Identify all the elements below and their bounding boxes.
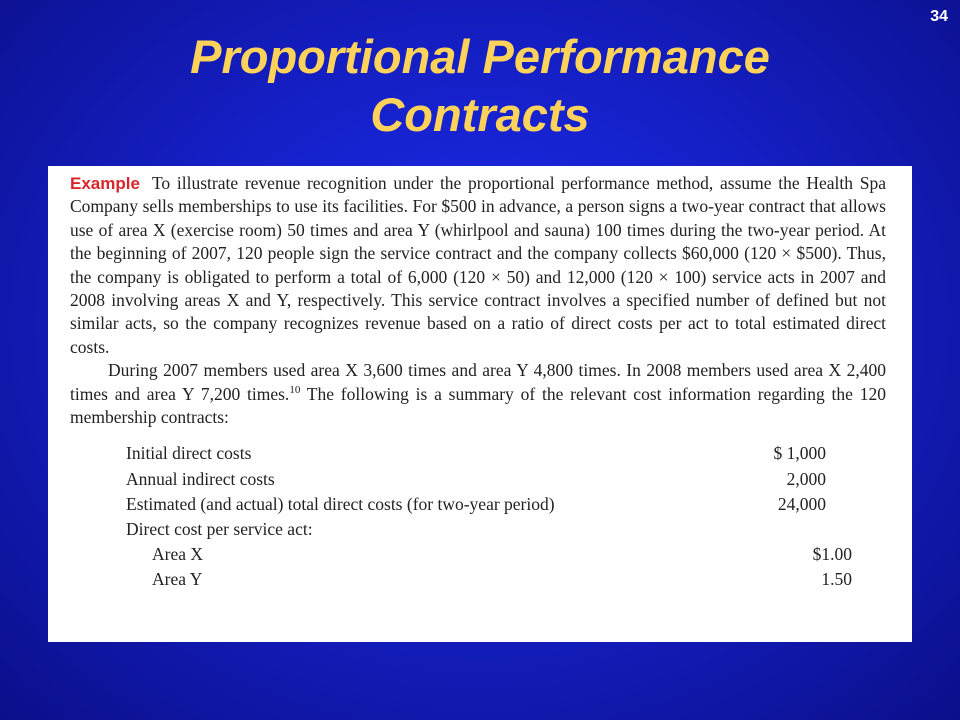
cost-row-total-direct — [126, 492, 852, 517]
cost-value: $ 1,000 — [773, 443, 826, 464]
example-paragraph-1-text: To illustrate revenue recognition under the proportional performance method, assume the Health Spa Company sells memberships to use its facilities. For $500 in advance, a person signs a two-year contract that allows use of area X (exercise room) 50 times and area Y (whirlpool and sauna) 100 times during the two-year period. At the beginning of 2007, 120 people sign the service contract and the company collects $60,000 (120 × $500). Thus, the company is obligated to perform a total of 6,000 (120 × 50) and 12,000 (120 × 100) service acts in 2007 and 2008 involving areas X and Y, respectively. This service contract involves a specified number of defined but not similar acts, so the company recognizes revenue based on a ratio of direct costs per act to total estimated direct costs. — [70, 173, 886, 357]
cost-label: Annual indirect costs — [126, 468, 275, 489]
cost-row-per-act-header — [126, 517, 852, 542]
cost-row-annual-indirect — [126, 467, 852, 492]
cost-row-area-x — [126, 542, 852, 567]
slide-title-line-1: Proportional Performance — [190, 30, 770, 83]
cost-summary-table — [126, 441, 852, 592]
cost-label: Area Y — [152, 569, 203, 590]
example-paragraph-2-text: During 2007 members used area X 3,600 times and area Y 4,800 times. In 2008 members used area X 2,400 times and area Y 7,200 times. — [70, 360, 886, 404]
footnote-marker: 10 — [289, 383, 301, 396]
slide-title — [0, 28, 960, 144]
slide-title-line-2: Contracts — [370, 88, 590, 141]
cost-label: Initial direct costs — [126, 443, 252, 464]
example-label: Example — [70, 174, 140, 193]
example-paragraph-2-text-cont: The following is a summary of the relevant cost information regarding the 120 membership contracts: — [70, 383, 886, 428]
example-paragraph-1 — [70, 172, 886, 359]
cost-row-area-y — [126, 567, 852, 592]
cost-value: 2,000 — [786, 468, 826, 489]
example-text-panel — [48, 166, 912, 642]
cost-row-initial-direct — [126, 441, 852, 466]
cost-value: 1.50 — [821, 569, 852, 590]
cost-label: Estimated (and actual) total direct costs (for two-year period) — [126, 493, 555, 514]
cost-label: Area X — [152, 544, 204, 565]
example-paragraph-2 — [70, 359, 886, 429]
slide-number: 34 — [930, 8, 948, 25]
cost-value: 24,000 — [777, 493, 826, 514]
cost-value: $1.00 — [812, 544, 852, 565]
cost-label: Direct cost per service act: — [126, 519, 313, 540]
